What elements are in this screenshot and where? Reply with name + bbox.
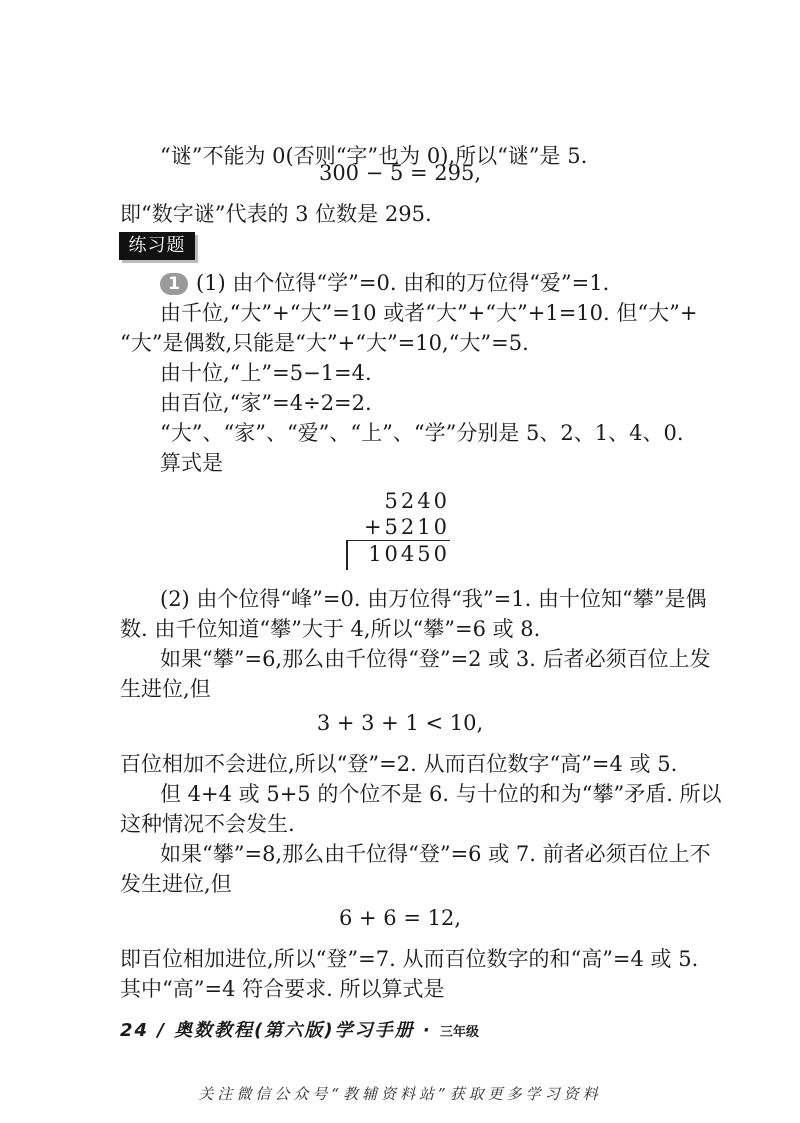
body-line: 如果“攀”=6,那么由千位得“登”=2 或 3. 后者必须百位上发: [160, 647, 711, 671]
problem-number-badge: 1: [160, 273, 188, 295]
body-line: 这种情况不会发生.: [120, 812, 295, 836]
body-line: “大”、“家”、“爱”、“上”、“学”分别是 5、2、1、4、0.: [160, 421, 684, 445]
body-line: 由百位,“家”=4÷2=2.: [160, 391, 372, 415]
body-line: 百位相加不会进位,所以“登”=2. 从而百位数字“高”=4 或 5.: [120, 752, 678, 776]
problem-part1-intro: (1) 由个位得“学”=0. 由和的万位得“爱”=1.: [196, 271, 610, 295]
body-line: 由千位,“大”+“大”=10 或者“大”+“大”+1=10. 但“大”+: [160, 301, 698, 325]
addend-row: 5240: [384, 489, 450, 513]
grade-label: 三年级: [440, 1025, 480, 1040]
page-number: 24: [120, 1020, 150, 1041]
body-line: 即百位相加进位,所以“登”=7. 从而百位数字的和“高”=4 或 5.: [120, 947, 699, 971]
section-title: 练习题: [119, 232, 195, 260]
body-line: 如果“攀”=8,那么由千位得“登”=6 或 7. 前者必须百位上不: [160, 842, 711, 866]
book-title: / 奥数教程(第六版)学习手册 ·: [157, 1020, 432, 1041]
body-line: 发生进位,但: [120, 872, 232, 896]
body-line: 即“数字谜”代表的 3 位数是 295.: [120, 202, 432, 226]
equation-line: 6 + 6 = 12,: [338, 906, 461, 930]
body-line: 由十位,“上”=5−1=4.: [160, 361, 372, 385]
addend-row: +5210: [363, 515, 450, 539]
watermark-text: 关注微信公众号“教辅资料站”获取更多学习资料: [198, 1085, 602, 1103]
body-line: 生进位,但: [120, 677, 211, 701]
sum-bracket: [346, 540, 348, 570]
page-footer: [120, 1018, 479, 1046]
equation-line: 300 − 5 = 295,: [318, 161, 482, 185]
body-line: (2) 由个位得“峰”=0. 由万位得“我”=1. 由十位知“攀”是偶: [160, 587, 707, 611]
body-line: 算式是: [160, 451, 223, 475]
body-line: “大”是偶数,只能是“大”+“大”=10,“大”=5.: [120, 331, 529, 355]
body-line: 但 4+4 或 5+5 的个位不是 6. 与十位的和为“攀”矛盾. 所以: [160, 782, 722, 806]
equation-line: 3 + 3 + 1 < 10,: [316, 711, 484, 735]
body-line: 其中“高”=4 符合要求. 所以算式是: [120, 977, 445, 1001]
problem-first-line: [160, 268, 800, 298]
vertical-addition: [346, 488, 450, 567]
sum-row: 10450: [346, 540, 450, 567]
body-line: “谜”不能为 0(否则“字”也为 0),所以“谜”是 5.: [160, 144, 588, 168]
body-line: 数. 由千位知道“攀”大于 4,所以“攀”=6 或 8.: [120, 617, 541, 641]
